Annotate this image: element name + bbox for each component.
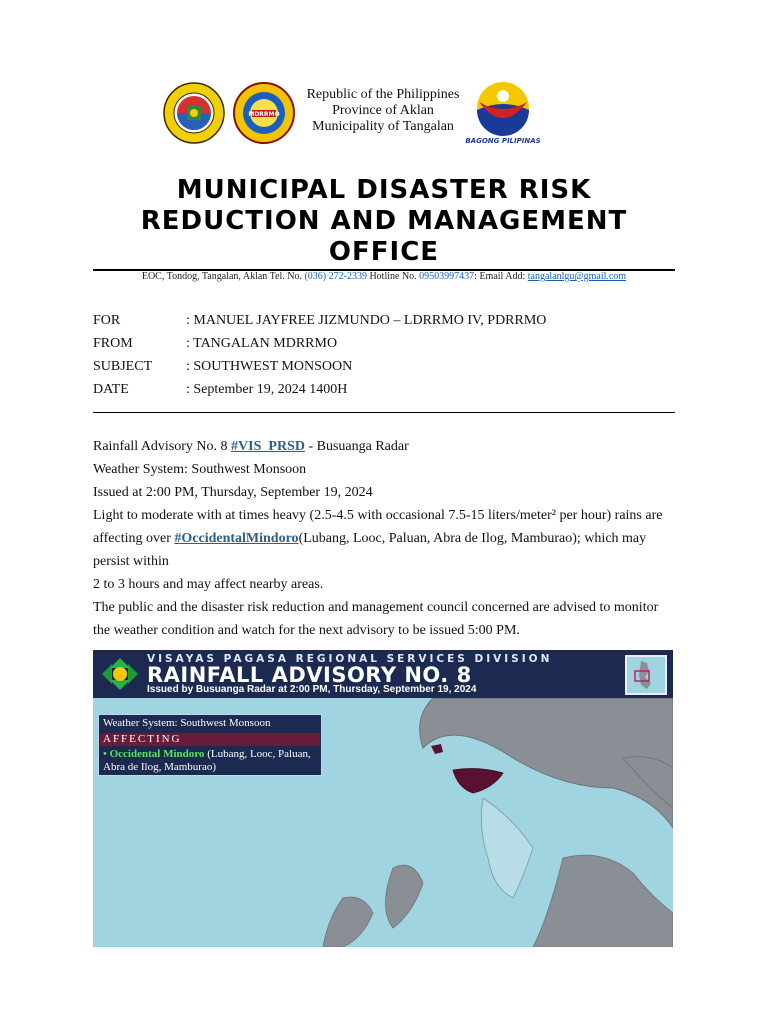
rain-suffix: (Lubang, Looc, Paluan, Abra de Ilog, Mamburao); which may persist within: [93, 531, 647, 569]
advisory-info-box: [98, 714, 322, 776]
advisory-affecting: AFFECTING: [103, 733, 182, 745]
memo-row-for: [93, 312, 675, 335]
memo-value: : TANGALAN MDRRMO: [186, 336, 338, 351]
advisory-areas: [103, 748, 318, 774]
inset-map-icon: [625, 655, 667, 695]
advisory-area-name: • Occidental Mindoro: [103, 748, 205, 760]
gov-line-municipality: Municipality of Tangalan: [312, 119, 454, 134]
letterhead: [163, 76, 563, 148]
contact-hotline: 09503997437: [419, 271, 475, 282]
rain-text: [93, 504, 675, 573]
rain-prefix: Light to moderate with at times heavy (2.5-4.5 with occasional 7.5-15 liters/meter² per hour) rains are affecting over: [93, 508, 663, 546]
memo-value: : MANUEL JAYFREE JIZMUNDO – LDRRMO IV, PDRRMO: [186, 313, 547, 328]
memo-value: : September 19, 2024 1400H: [186, 382, 348, 397]
memo-value: : SOUTHWEST MONSOON: [186, 359, 353, 374]
advisory-issued: Issued by Busuanga Radar at 2:00 PM, Thursday, September 19, 2024: [147, 684, 477, 695]
issued-text: Issued at 2:00 PM, Thursday, September 19, 2024: [93, 485, 373, 500]
memo-row-subject: [93, 358, 675, 381]
pagasa-logo-icon: [98, 656, 142, 692]
rainfall-advisory-image: [93, 650, 673, 947]
advice-text: The public and the disaster risk reduction and management council concerned are advised to monitor the weather condition and watch for the next advisory to be issued 5:00 PM.: [93, 600, 659, 638]
advisory-suffix: - Busuanga Radar: [304, 439, 409, 454]
advisory-weather-system: Weather System: Southwest Monsoon: [103, 717, 271, 729]
memo-rule: [93, 412, 675, 413]
svg-text:MDRRMO: MDRRMO: [248, 111, 280, 118]
memo-row-from: [93, 335, 675, 358]
advisory-body: [93, 435, 675, 642]
office-title: MUNICIPAL DISASTER RISK REDUCTION AND MANAGEMENT OFFICE: [140, 175, 628, 267]
vis-prsd-hashtag-link[interactable]: #VIS_PRSD: [231, 439, 305, 454]
memo-key: FROM: [93, 336, 133, 351]
memo-key: DATE: [93, 382, 129, 397]
advisory-title: RAINFALL ADVISORY NO. 8: [147, 663, 472, 687]
contact-hotline-label: Hotline No.: [366, 271, 420, 282]
gov-line-province: Province of Aklan: [332, 103, 434, 118]
government-lines: [303, 87, 463, 135]
contact-line: [93, 271, 675, 282]
advisory-heading: [93, 435, 675, 458]
contact-email-label: : Email Add:: [474, 271, 528, 282]
duration-text: 2 to 3 hours and may affect nearby areas.: [93, 577, 324, 592]
contact-email-link[interactable]: tangalanlgu@gmail.com: [527, 271, 627, 282]
municipality-seal-icon: [163, 82, 225, 144]
memo-key: SUBJECT: [93, 359, 153, 374]
gov-line-republic: Republic of the Philippines: [306, 87, 460, 102]
advisory-area-detail: (Lubang, Looc, Paluan, Abra de Ilog, Mamburao): [103, 748, 311, 773]
bagong-label: BAGONG PILIPINAS: [465, 137, 541, 145]
contact-tel: (036) 272-2339: [304, 271, 367, 282]
advisory-division: VISAYAS PAGASA REGIONAL SERVICES DIVISION: [147, 653, 553, 665]
bagong-pilipinas-logo-icon: [463, 76, 543, 146]
occidental-mindoro-hashtag-link[interactable]: #OccidentalMindoro: [174, 531, 299, 546]
memo-row-date: [93, 381, 675, 404]
advisory-prefix: Rainfall Advisory No. 8: [93, 439, 232, 454]
memo-key: FOR: [93, 313, 121, 328]
mdrrmo-seal-icon: [233, 82, 295, 144]
weather-system-text: Weather System: Southwest Monsoon: [93, 462, 307, 477]
contact-address: EOC, Tondog, Tangalan, Aklan Tel. No.: [141, 271, 305, 282]
memo-block: [93, 312, 675, 404]
